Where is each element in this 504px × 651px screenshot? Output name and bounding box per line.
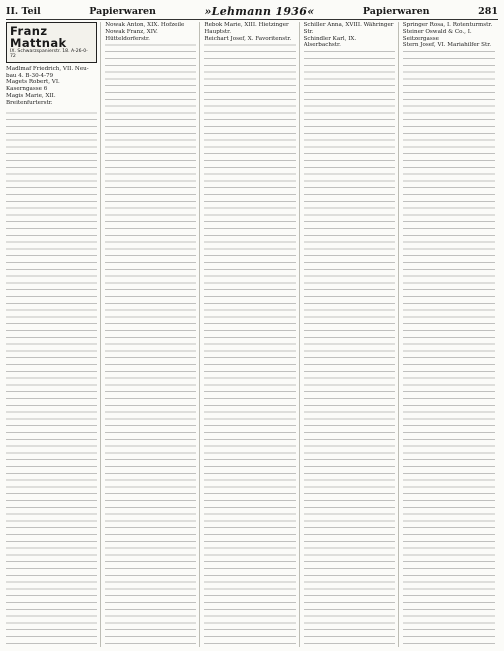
directory-entry: bau 4. B-30-4-79 xyxy=(6,72,54,79)
column-2 xyxy=(105,22,200,647)
directory-entry: Nowak Anton, XIX. Hofzeile xyxy=(105,22,185,28)
directory-entry: Schindler Karl, IX. Alserbachstr. xyxy=(303,35,357,49)
column-1-list xyxy=(6,66,97,107)
directory-entry: Schiller Anna, XVIII. Währinger Str. xyxy=(303,22,394,35)
column-4 xyxy=(304,22,399,647)
unreadable-text-texture xyxy=(304,22,395,647)
column-2-list xyxy=(105,22,196,42)
column-4-list xyxy=(304,22,395,49)
directory-entry: Steiner Oswald & Co., I. Seitzergasse xyxy=(402,28,472,42)
unreadable-text-texture xyxy=(6,22,97,647)
ad-company-name: Franz Mattnak xyxy=(10,24,67,50)
advertisement-box xyxy=(6,22,97,63)
directory-entry: Nowak Franz, XIV. Hütteldorferstr. xyxy=(105,28,158,42)
directory-entry: Magis Marie, XII. Breitenfurterstr. xyxy=(6,93,56,106)
directory-columns xyxy=(6,22,498,647)
directory-entry: Madlmaf Friedrich, VII. Neu- xyxy=(6,65,89,72)
directory-entry: Stern Josef, VI. Mariahilfer Str. xyxy=(402,42,492,49)
ad-address: IX. Schwarzspanierstr. 18. A-26-0-72 xyxy=(10,49,88,60)
header-title: »Lehmann 1936« xyxy=(204,4,315,18)
column-5 xyxy=(403,22,498,647)
directory-entry: Rebok Marie, XIII. Hietzinger Hauptstr. xyxy=(204,22,289,35)
column-5-list xyxy=(403,22,495,49)
column-3-list xyxy=(204,22,295,42)
directory-entry: Springer Rosa, I. Rotenturmstr. xyxy=(402,22,493,28)
column-1 xyxy=(6,22,101,647)
header-left: II. Teil xyxy=(6,5,41,17)
header-section-left: Papierwaren xyxy=(89,5,156,17)
unreadable-text-texture xyxy=(204,22,295,647)
page-header xyxy=(6,4,498,18)
directory-entry: Magets Robert, VI. Kaserngasse 6 xyxy=(6,79,60,93)
unreadable-text-texture xyxy=(403,22,495,647)
page-number: 281 xyxy=(478,5,498,17)
header-section-right: Papierwaren xyxy=(362,5,430,17)
directory-entry: Reichart Josef, X. Favoritenstr. xyxy=(204,35,292,42)
unreadable-text-texture xyxy=(105,22,196,647)
column-3 xyxy=(204,22,299,647)
header-rule xyxy=(6,19,498,20)
